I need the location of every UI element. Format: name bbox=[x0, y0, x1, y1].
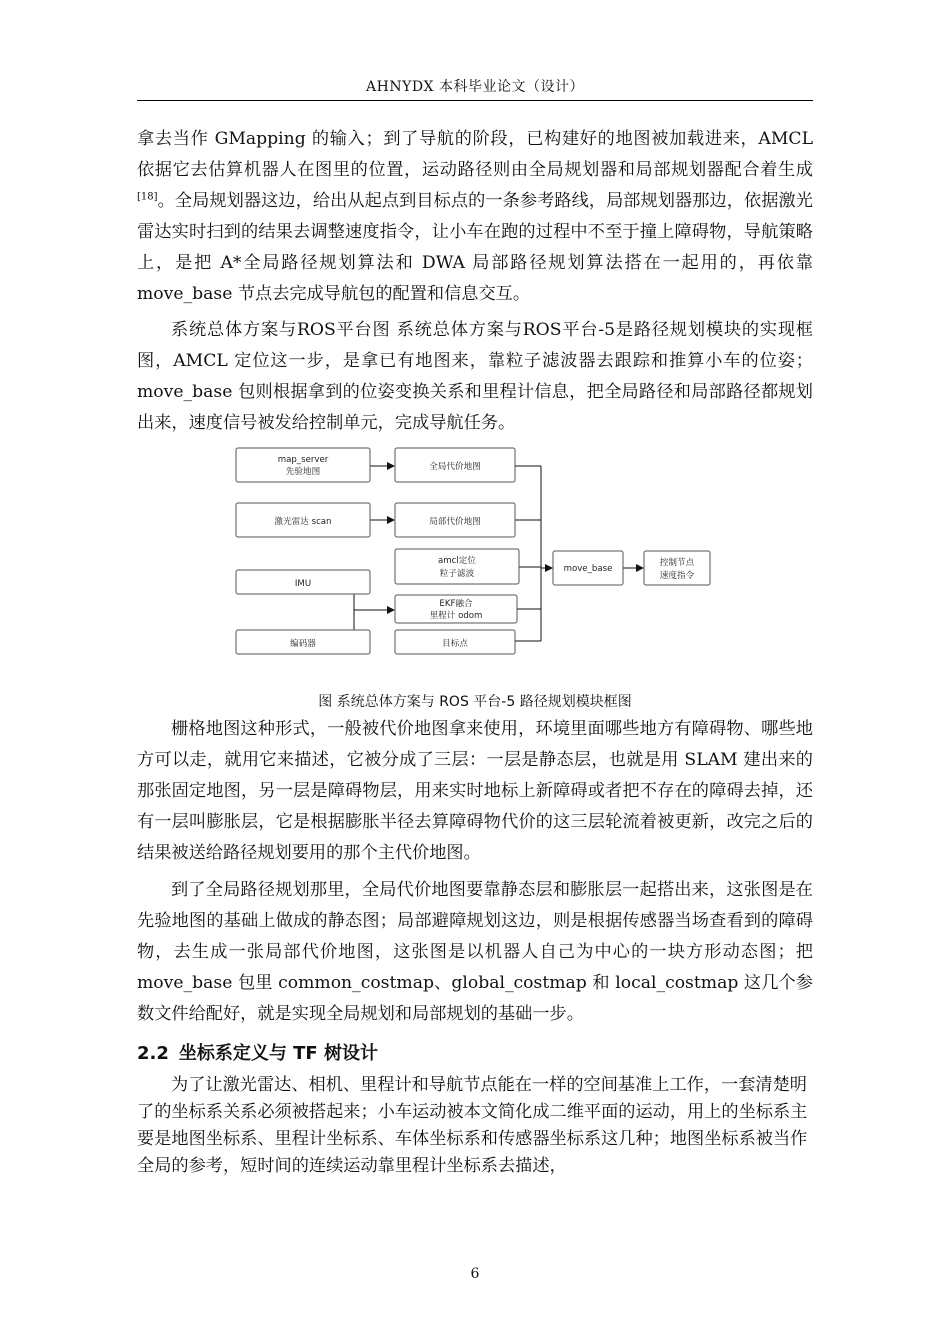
paragraph-3: 栅格地图这种形式，一般被代价地图拿来使用，环境里面哪些地方有障碍物、哪些地方可以走，就用它来描述，它被分成了三层：一层是静态层，也就是用 SLAM 建出来的那张固定地图，另一层是障碍物层，用来实时地标上新障碍或者把不存在的障碍去掉，还有一层叫膨胀层，它是根据膨胀半径去算障碍物代价的这三层轮流着被更新，改完之后的结果被送给路径规划要用的那个主代价地图。 bbox=[137, 719, 813, 864]
page-number: 6 bbox=[470, 1266, 480, 1282]
box-ekf bbox=[395, 595, 517, 623]
box-imu-label: IMU bbox=[294, 579, 312, 589]
paragraph-1-text-b: 。全局规划器这边，给出从起点到目标点的一条参考路线，局部规划器那边，依据激光雷达实时扫到的结果去调整速度指令，让小车在跑的过程中不至于撞上障碍物，导航策略上，是把 A*全局路径规划算法和 DWA 局部路径规划算法搭在一起用的，再依靠 move_base 节点去完成导航包的配置和信息交互。 bbox=[137, 191, 813, 305]
section-title: 坐标系定义与 TF 树设计 bbox=[178, 1043, 378, 1064]
box-encoder-label: 编码器 bbox=[290, 639, 316, 649]
box-imu bbox=[236, 570, 370, 594]
block-diagram-svg bbox=[228, 440, 558, 665]
block-diagram-right-svg bbox=[541, 440, 721, 665]
box-local-costmap bbox=[395, 503, 515, 537]
path-planning-block-diagram-right bbox=[541, 440, 721, 665]
section-number: 2.2 bbox=[137, 1043, 169, 1064]
box-amcl-line2: 粒子滤波 bbox=[439, 569, 475, 579]
box-move-base bbox=[553, 551, 623, 585]
box-encoder bbox=[236, 630, 370, 654]
box-control-line1: 控制节点 bbox=[659, 558, 695, 568]
paragraph-2: 系统总体方案与ROS平台图 系统总体方案与ROS平台-5是路径规划模块的实现框图，AMCL 定位这一步，是拿已有地图来，靠粒子滤波器去跟踪和推算小车的位姿；move_base 包则根据拿到的位姿变换关系和里程计信息，把全局路径和局部路径都规划出来，速度信号被发给控制单元，完成导航任务。 bbox=[137, 320, 813, 434]
box-amcl bbox=[395, 549, 519, 584]
paragraph-1 bbox=[137, 124, 813, 311]
box-move-base-label: move_base bbox=[563, 564, 613, 574]
box-ekf-line1: EKF融合 bbox=[439, 599, 473, 609]
path-planning-block-diagram bbox=[228, 440, 558, 665]
box-map-server-line2: 先验地图 bbox=[285, 467, 321, 477]
box-control bbox=[644, 551, 710, 585]
box-local-costmap-label: 局部代价地图 bbox=[429, 517, 481, 527]
box-lidar-label: 激光雷达 scan bbox=[274, 517, 332, 527]
box-global-costmap-label: 全局代价地图 bbox=[429, 462, 481, 472]
header-rule bbox=[137, 100, 813, 101]
box-control-line2: 速度指令 bbox=[659, 571, 695, 581]
box-map-server bbox=[236, 448, 370, 482]
box-global-costmap bbox=[395, 448, 515, 482]
box-goal-label: 目标点 bbox=[442, 639, 468, 649]
running-header: AHNYDX 本科毕业论文（设计） bbox=[366, 79, 584, 95]
paragraph-5: 为了让激光雷达、相机、里程计和导航节点能在一样的空间基准上工作，一套清楚明了的坐标系关系必须被搭起来；小车运动被本文简化成二维平面的运动，用上的坐标系主要是地图坐标系、里程计坐标系、车体坐标系和传感器坐标系这几种；地图坐标系被当作全局的参考，短时间的连续运动靠里程计坐标系去描述， bbox=[137, 1075, 808, 1176]
box-ekf-line2: 里程计 odom bbox=[429, 611, 483, 621]
box-map-server-line1: map_server bbox=[277, 455, 329, 465]
citation-18[interactable]: [18] bbox=[137, 191, 158, 203]
section-heading bbox=[137, 1039, 378, 1065]
box-amcl-line1: amcl定位 bbox=[438, 556, 476, 566]
box-goal bbox=[395, 630, 515, 654]
figure-caption: 图 系统总体方案与 ROS 平台-5 路径规划模块框图 bbox=[318, 694, 632, 710]
box-lidar bbox=[236, 503, 370, 537]
paragraph-1-text-a: 拿去当作 GMapping 的输入；到了导航的阶段，已构建好的地图被加载进来，AMCL 依据它去估算机器人在图里的位置，运动路径则由全局规划器和局部规划器配合着生成 bbox=[137, 129, 813, 181]
paragraph-4: 到了全局路径规划那里，全局代价地图要靠静态层和膨胀层一起搭出来，这张图是在先验地图的基础上做成的静态图；局部避障规划这边，则是根据传感器当场查看到的障碍物，去生成一张局部代价地图，这张图是以机器人自己为中心的一块方形动态图；把 move_base 包里 common_costmap、global_costmap 和 local_costmap 这几个参数文件给配好，就是实现全局规划和局部规划的基础一步。 bbox=[137, 880, 813, 1025]
